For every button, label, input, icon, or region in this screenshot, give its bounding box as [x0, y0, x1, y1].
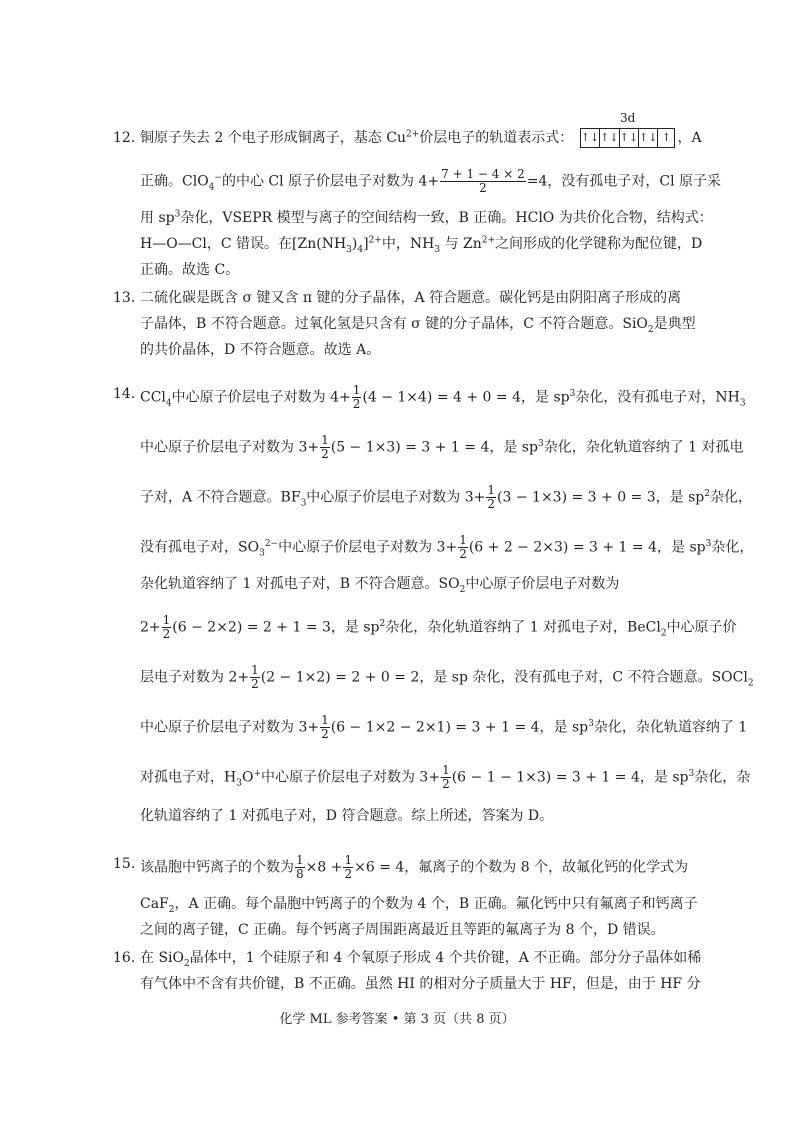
- q14-line-8: [140, 714, 747, 741]
- q16-line-2: 有气体中不含有共价键，B 不正确。虽然 HI 的相对分子质量大于 HF，但是，由于 HF 分: [140, 976, 701, 992]
- sup: 3: [569, 388, 576, 399]
- sub: 2: [184, 958, 190, 969]
- text: H—O—Cl，C 错误。在[Zn(NH: [140, 236, 347, 252]
- denominator: 2: [442, 777, 450, 791]
- fraction: [295, 854, 305, 881]
- denominator: 2: [487, 497, 496, 511]
- q15-line-2: [140, 894, 698, 914]
- formula: (6 − 1×2 − 2×1) = 3 + 1 = 4: [330, 719, 540, 736]
- text: 用 sp: [140, 210, 175, 226]
- numerator: 1: [321, 433, 329, 447]
- text: 2+: [140, 619, 161, 636]
- text: ，是 sp 杂化，没有孤电子对，C 不符合题意。SOCl: [419, 669, 748, 686]
- text: 是典型: [653, 316, 696, 332]
- text: 杂化，没有孤电子对，NH: [575, 389, 740, 406]
- numerator: 1: [321, 713, 329, 727]
- sub: 3: [236, 778, 242, 789]
- q12-line-2: [140, 168, 721, 195]
- text: 杂化，杂: [694, 769, 751, 786]
- q13-line-3: 的共价晶体，D 不符合题意。故选 A。: [140, 342, 381, 358]
- text: ，A: [677, 130, 702, 146]
- numerator: 1: [162, 613, 171, 627]
- fraction: [352, 384, 362, 411]
- denominator: 2: [479, 181, 487, 195]
- sup: 3: [588, 718, 594, 729]
- q12-line-1: [140, 111, 702, 148]
- sub: 4: [357, 244, 364, 255]
- q12-line-5: 正确。故选 C。: [140, 262, 240, 278]
- text: 中心原子价层电子对数为 3+: [140, 719, 320, 736]
- text: 杂化，: [710, 489, 752, 506]
- sup: 3: [705, 538, 712, 549]
- q12-number: 12．: [113, 130, 145, 146]
- text: 中心原子价层电子对数为 4+: [171, 389, 351, 406]
- text: 正确。ClO: [140, 173, 209, 190]
- text: 中心原子价层电子对数为 3+: [278, 539, 458, 556]
- numerator: 1: [442, 763, 450, 777]
- text: ，是 sp: [539, 719, 589, 736]
- text: ，是 sp: [330, 619, 380, 636]
- fraction: [440, 168, 526, 195]
- q15-line-3: 之间的离子键，C 正确。每个钙离子周围距离最近且等距的氟离子为 8 个，D 错误。: [140, 922, 665, 938]
- denominator: 2: [321, 447, 329, 461]
- text: ): [351, 236, 358, 252]
- text: O: [241, 769, 254, 786]
- sub: 3: [434, 244, 441, 255]
- sub: 4: [165, 398, 172, 409]
- fraction: [486, 484, 496, 511]
- text: 该晶胞中钙离子的个数为: [140, 859, 294, 876]
- q15-number: 15．: [113, 856, 145, 872]
- text: 中，NH: [381, 236, 435, 252]
- q14-line-7: [140, 664, 754, 691]
- denominator: 2: [352, 397, 361, 411]
- text: =4，没有孤电子对，Cl 原子采: [526, 173, 722, 190]
- fraction: [441, 764, 451, 791]
- q14-line-2: [140, 434, 744, 461]
- text: 铜原子失去 2 个电子形成铜离子，基态 Cu: [140, 130, 406, 146]
- orbital-box: ↑↓: [639, 129, 658, 148]
- numerator: 1: [344, 853, 353, 867]
- formula: (2 − 1×2) = 2 + 0 = 2: [260, 669, 420, 686]
- text: 中心原子价层电子对数为 3+: [306, 489, 486, 506]
- sub: 3: [739, 398, 746, 409]
- denominator: 8: [296, 867, 304, 881]
- q14-line-3: [140, 484, 752, 511]
- text: 晶体中，1 个硅原子和 4 个氧原子形成 4 个共价键，A 不正确。部分分子晶体如稀: [189, 950, 702, 966]
- q14-line-6: [140, 614, 737, 641]
- fraction: [458, 534, 468, 561]
- text: 子晶体，B 不符合题意。过氧化氢是只含有 σ 键的分子晶体，C 不符合题意。SiO: [140, 316, 648, 332]
- text: 的中心 Cl 原子价层电子对数为 4+: [221, 173, 440, 190]
- text: 层电子对数为 2+: [140, 669, 250, 686]
- orbital-box: ↑↓: [600, 129, 619, 148]
- text: ，是 sp: [521, 389, 570, 406]
- text: 中心原子价: [666, 619, 737, 636]
- fraction: [162, 614, 172, 641]
- q16-line-1: [140, 948, 701, 968]
- fraction: [343, 854, 353, 881]
- sub: 2: [647, 324, 654, 335]
- formula: (6 − 2×2) = 2 + 1 = 3: [172, 619, 331, 636]
- text: 杂化，杂化轨道容纳了 1 对孤电: [543, 439, 744, 456]
- sup: 2+: [406, 129, 420, 140]
- text: 中心原子价层电子对数为 3+: [260, 769, 441, 786]
- fraction: [320, 714, 330, 741]
- text: CaF: [140, 896, 169, 912]
- sup: 3: [174, 209, 181, 220]
- text: 杂化，杂化轨道容纳了 1: [593, 719, 748, 736]
- q14-line-5: [140, 574, 619, 594]
- sup: 2: [379, 618, 386, 629]
- denominator: 2: [251, 677, 259, 691]
- text: ，是 sp: [657, 539, 706, 556]
- q13-line-2: [140, 314, 696, 334]
- fraction: [250, 664, 260, 691]
- sup: 3: [688, 768, 695, 779]
- q14-number: 14．: [113, 386, 145, 402]
- denominator: 2: [321, 727, 329, 741]
- orbital-box: ↑↓: [580, 129, 599, 148]
- sub: 3: [259, 548, 265, 559]
- text: 杂化，杂化轨道容纳了 1 对孤电子对，BeCl: [385, 619, 661, 636]
- sup: −: [214, 172, 222, 183]
- text: 之间形成的化学键称为配位键，D: [495, 236, 703, 252]
- text: 与 Zn: [440, 236, 482, 252]
- formula: (4 − 1×4) = 4 + 0 = 4: [362, 389, 521, 406]
- formula: (6 + 2 − 2×3) = 3 + 1 = 4: [468, 539, 657, 556]
- text: 杂化，VSEPR 模型与离子的空间结构一致，B 正确。HClO 为共价化合物，结构式：: [180, 210, 713, 226]
- formula: (5 − 1×3) = 3 + 1 = 4: [330, 439, 490, 456]
- text: ×6 = 4，氟离子的个数为 8 个，故氟化钙的化学式为: [354, 859, 689, 876]
- q15-line-1: [140, 854, 688, 881]
- q14-line-4: [140, 534, 753, 561]
- formula: (3 − 1×3) = 3 + 0 = 3: [497, 489, 656, 506]
- text: 杂化，: [711, 539, 754, 556]
- sub: 2: [168, 904, 175, 915]
- text: 中心原子价层电子对数为: [465, 576, 620, 592]
- text: ，是 sp: [655, 489, 705, 506]
- q13-number: 13．: [113, 290, 145, 306]
- text: 杂化轨道容纳了 1 对孤电子对，B 不符合题意。SO: [140, 576, 460, 592]
- denominator: 2: [459, 547, 467, 561]
- numerator: 1: [352, 383, 361, 397]
- q13-line-1: 二硫化碳是既含 σ 键又含 π 键的分子晶体，A 符合题意。碳化钙是由阴阳离子形成的离: [140, 290, 682, 306]
- text: CCl: [140, 389, 166, 406]
- sup: 2+: [481, 235, 495, 246]
- numerator: 1: [296, 853, 304, 867]
- sub: 3: [346, 244, 352, 255]
- fraction: [320, 434, 330, 461]
- text: ，是 sp: [639, 769, 689, 786]
- q14-line-10: 化轨道容纳了 1 对孤电子对，D 符合题意。综上所述，答案为 D。: [140, 808, 554, 824]
- q14-line-1: [140, 384, 746, 411]
- text: ]: [363, 236, 369, 252]
- text: 中心原子价层电子对数为 3+: [140, 439, 320, 456]
- orbital-label: 3d: [619, 111, 636, 125]
- sub: 2: [459, 584, 466, 595]
- sub: 2: [660, 628, 667, 639]
- sup: 2+: [368, 235, 382, 246]
- text: 对孤电子对，H: [140, 769, 237, 786]
- text: ×8 +: [305, 859, 343, 876]
- text: 没有孤电子对，SO: [140, 539, 260, 556]
- numerator: 7 + 1 − 4 × 2: [441, 167, 525, 181]
- q12-line-4: [140, 234, 702, 254]
- numerator: 1: [251, 663, 259, 677]
- sup: 2−: [264, 538, 279, 549]
- text: ，A 正确。每个晶胞中钙离子的个数为 4 个，B 正确。氟化钙中只有氟离子和钙离子: [174, 896, 698, 912]
- sub: 4: [208, 182, 215, 193]
- text: 子对，A 不符合题意。BF: [140, 489, 301, 506]
- denominator: 2: [344, 867, 353, 881]
- text: 价层电子的轨道表示式：: [419, 130, 574, 146]
- numerator: 1: [487, 483, 496, 497]
- text: ，是 sp: [489, 439, 538, 456]
- sup: 3: [537, 438, 544, 449]
- q14-line-9: [140, 764, 750, 791]
- sub: 2: [747, 678, 754, 689]
- page-footer: 化学 ML 参考答案 • 第 3 页（共 8 页）: [279, 1012, 515, 1027]
- sub: 3: [300, 498, 307, 509]
- numerator: 1: [459, 533, 467, 547]
- sup: +: [253, 768, 261, 779]
- denominator: 2: [162, 627, 171, 641]
- orbital-diagram: [580, 111, 676, 148]
- sup: 2: [704, 488, 710, 499]
- text: 在 SiO: [140, 950, 184, 966]
- q16-number: 16．: [113, 950, 145, 966]
- orbital-box: ↑: [658, 129, 675, 148]
- q12-line-3: [140, 208, 713, 228]
- formula: (6 − 1 − 1×3) = 3 + 1 = 4: [451, 769, 640, 786]
- orbital-box: ↑↓: [619, 129, 638, 148]
